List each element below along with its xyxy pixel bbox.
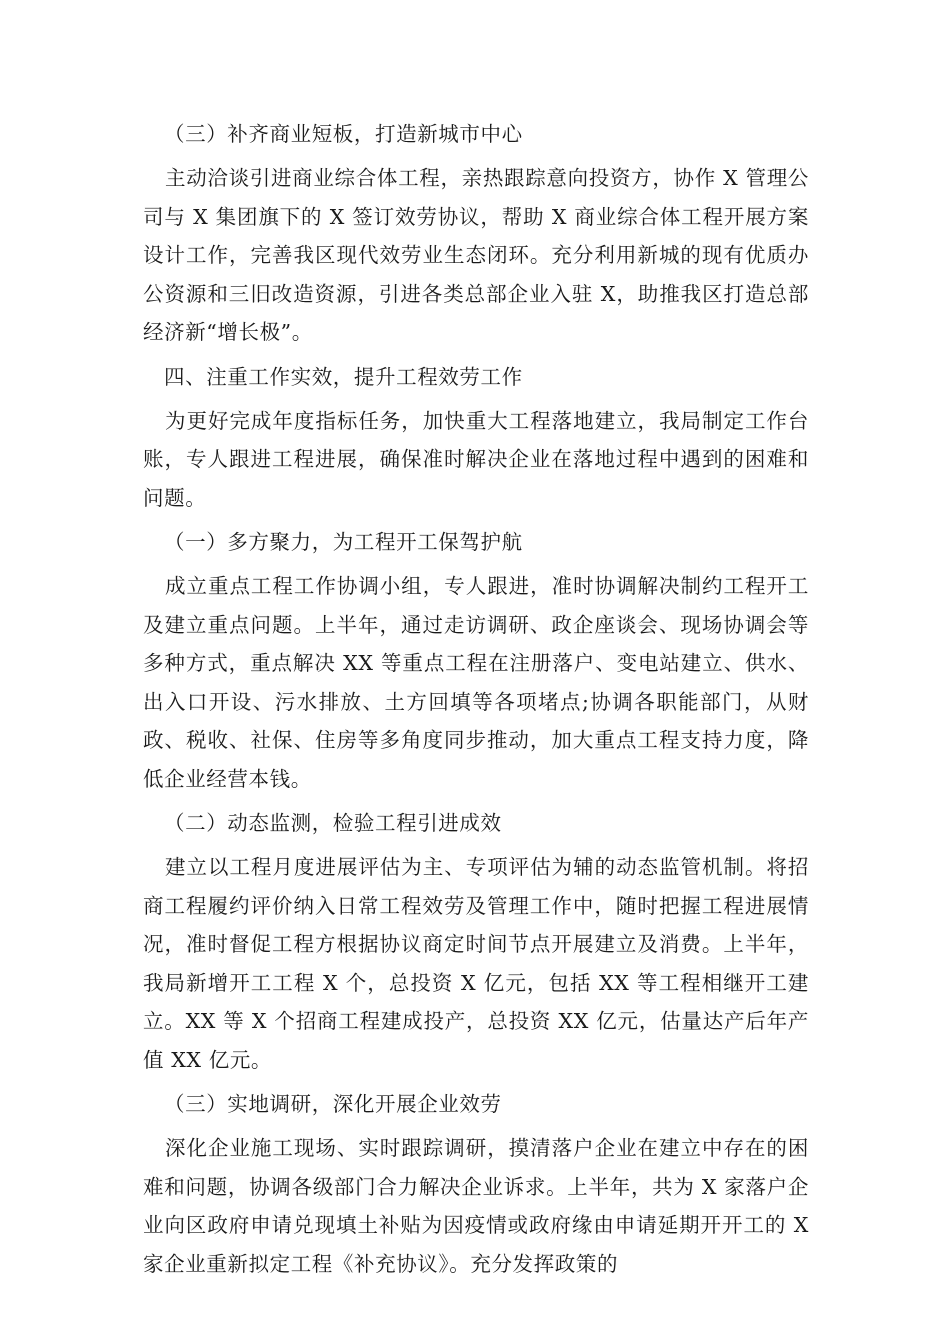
section-heading: （三）补齐商业短板，打造新城市中心 — [164, 122, 523, 146]
section-heading: （一）多方聚力，为工程开工保驾护航 — [164, 530, 523, 554]
section-heading: （二）动态监测，检验工程引进成效 — [164, 811, 502, 835]
paragraph: 建立以工程月度进展评估为主、专项评估为辅的动态监管机制。将招商工程履约评价纳入日常工程效劳及管理工作中，随时把握工程进展情况，准时督促工程方根据协议商定时间节点开展建立及消费。上半年，我局新增开工工程 X 个，总投资 X 亿元，包括 XX 等工程相继开工建立。XX 等 X 个招商工程建成投产，总投资 XX 亿元，估量达产后年产值 XX 亿元。 — [143, 855, 809, 1072]
paragraph: 成立重点工程工作协调小组，专人跟进，准时协调解决制约工程开工及建立重点问题。上半年，通过走访调研、政企座谈会、现场协调会等多种方式，重点解决 XX 等重点工程在注册落户、变电站建立、供水、出入口开设、污水排放、土方回填等各项堵点;协调各职能部门，从财政、税收、社保、住房等多角度同步推动，加大重点工程支持力度，降低企业经营本钱。 — [143, 574, 809, 791]
section-heading: （三）实地调研，深化开展企业效劳 — [164, 1092, 502, 1116]
paragraph: 主动洽谈引进商业综合体工程，亲热跟踪意向投资方，协作 X 管理公司与 X 集团旗下的 X 签订效劳协议，帮助 X 商业综合体工程开展方案设计工作，完善我区现代效劳业生态闭环。充分利用新城的现有优质办公资源和三旧改造资源，引进各类总部企业入驻 X，助推我区打造总部经济新“增长极”。 — [143, 166, 809, 344]
section-heading: 四、注重工作实效，提升工程效劳工作 — [164, 364, 523, 389]
paragraph: 为更好完成年度指标任务，加快重大工程落地建立，我局制定工作台账，专人跟进工程进展，确保准时解决企业在落地过程中遇到的困难和问题。 — [143, 408, 809, 510]
document-page — [143, 116, 809, 1290]
paragraph: 深化企业施工现场、实时跟踪调研，摸清落户企业在建立中存在的困难和问题，协调各级部门合力解决企业诉求。上半年，共为 X 家落户企业向区政府申请兑现填土补贴为因疫情或政府缘由申请延期开开工的 X 家企业重新拟定工程《补充协议》。充分发挥政策的 — [143, 1136, 809, 1276]
